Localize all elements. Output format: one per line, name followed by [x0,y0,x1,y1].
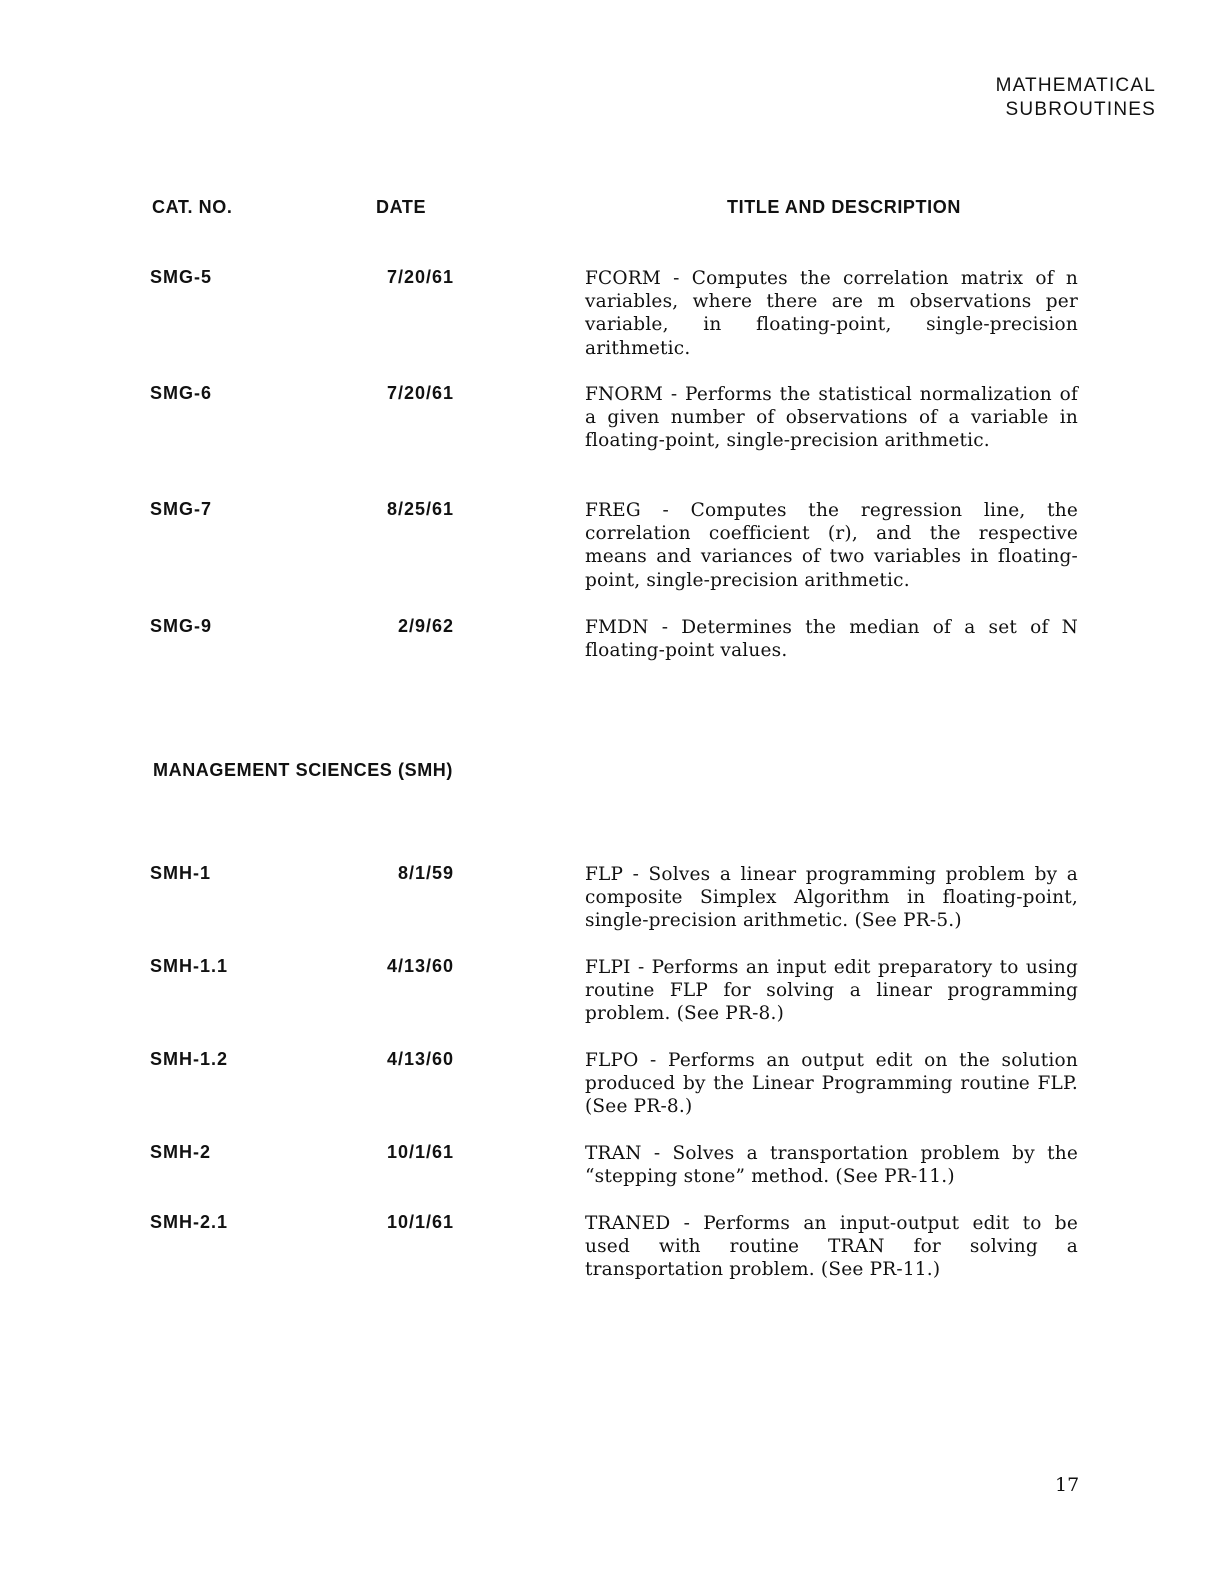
catalog-number: SMG-5 [150,267,213,287]
catalog-number: SMG-9 [150,616,213,636]
catalog-number: SMG-6 [150,383,213,403]
catalog-date: 10/1/61 [386,1142,454,1162]
catalog-date: 7/20/61 [386,267,454,287]
section-heading: MANAGEMENT SCIENCES (SMH) [153,760,454,780]
page-number: 17 [1055,1474,1080,1496]
catalog-number: SMH-2 [150,1142,212,1162]
catalog-date: 7/20/61 [386,383,454,403]
catalog-date: 8/25/61 [386,499,454,519]
catalog-date: 4/13/60 [386,956,454,976]
catalog-number: SMH-1.1 [150,956,229,976]
catalog-description: FLPI - Performs an input edit preparatory to using routine FLP for solving a linear programming problem. (See PR-8.) [585,957,1078,1025]
running-head-line-2: SUBROUTINES [1005,99,1156,120]
catalog-description: TRAN - Solves a transportation problem by the “stepping stone” method. (See PR-11.) [585,1143,1078,1188]
running-head [996,74,1156,122]
catalog-number: SMG-7 [150,499,213,519]
column-header-cat-no: CAT. NO. [152,197,233,217]
catalog-date: 10/1/61 [386,1212,454,1232]
column-header-date: DATE [376,197,427,217]
column-header-title: TITLE AND DESCRIPTION [727,197,961,217]
catalog-description: FCORM - Computes the correlation matrix of n variables, where there are m observations per variable, in floating-point, single-precision arithmetic. [585,268,1078,359]
catalog-description: FNORM - Performs the statistical normalization of a given number of observations of a variable in floating-point, single-precision arithmetic. [585,384,1078,452]
catalog-date: 4/13/60 [386,1049,454,1069]
catalog-description: FMDN - Determines the median of a set of N floating-point values. [585,617,1078,662]
running-head-line-1: MATHEMATICAL [995,75,1156,96]
catalog-description: TRANED - Performs an input-output edit to be used with routine TRAN for solving a transportation problem. (See PR-11.) [585,1213,1078,1281]
catalog-description: FREG - Computes the regression line, the correlation coefficient (r), and the respective means and variances of two variables in floating-point, single-precision arithmetic. [585,500,1078,591]
catalog-description: FLPO - Performs an output edit on the solution produced by the Linear Programming routine FLP. (See PR-8.) [585,1050,1078,1118]
catalog-number: SMH-2.1 [150,1212,229,1232]
catalog-number: SMH-1.2 [150,1049,229,1069]
catalog-date: 2/9/62 [397,616,454,636]
catalog-description: FLP - Solves a linear programming problem by a composite Simplex Algorithm in floating-point, single-precision arithmetic. (See PR-5.) [585,864,1078,932]
catalog-number: SMH-1 [150,863,212,883]
catalog-date: 8/1/59 [397,863,454,883]
